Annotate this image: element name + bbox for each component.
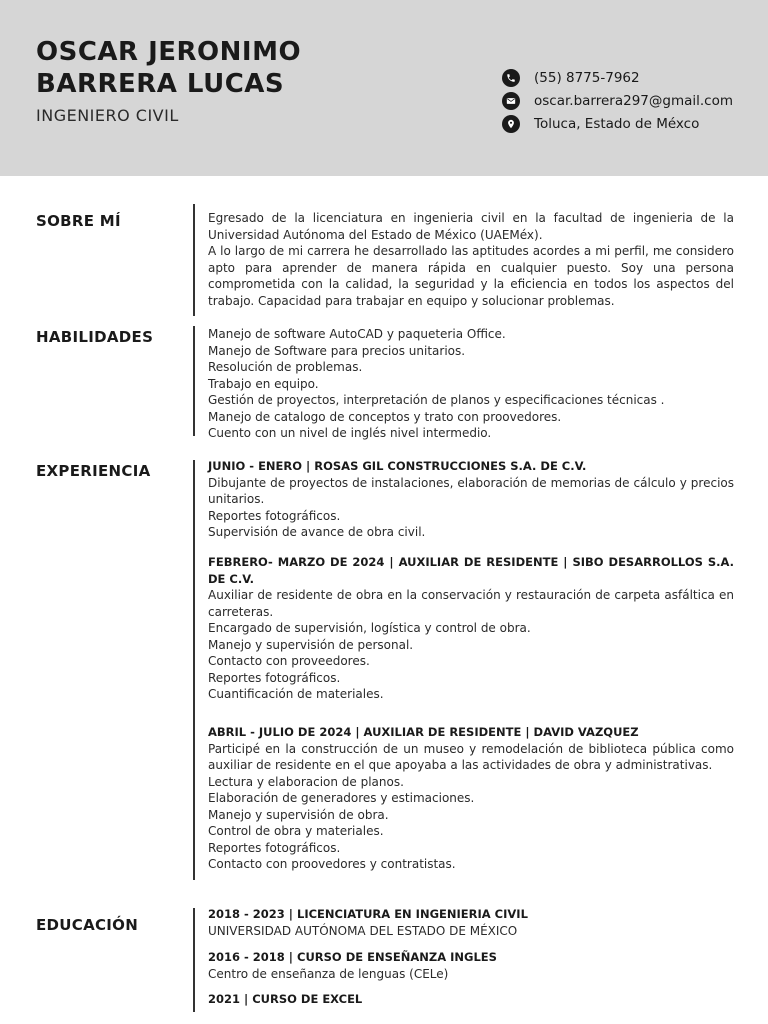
section-divider-education bbox=[193, 908, 195, 1012]
skill-item: Cuento con un nivel de inglés nivel intermedio. bbox=[208, 426, 492, 440]
job-task: Reportes fotográficos. bbox=[208, 508, 341, 523]
job-task: Manejo y supervisión de personal. bbox=[208, 637, 414, 652]
contact-phone bbox=[502, 66, 733, 89]
job-heading: FEBRERO- MARZO DE 2024 | AUXILIAR DE RESIDENTE | SIBO DESARROLLOS S.A. DE C.V. bbox=[208, 555, 734, 586]
job-task: Reportes fotográficos. bbox=[208, 840, 341, 855]
job-task: Control de obra y materiales. bbox=[208, 824, 384, 838]
job-task: Contacto con proveedores. bbox=[208, 654, 370, 668]
contact-location bbox=[502, 112, 733, 135]
section-divider-about bbox=[193, 204, 195, 316]
skill-item: Manejo de software AutoCAD y paqueteria Office. bbox=[208, 327, 506, 341]
job-task: Elaboración de generadores y estimaciones. bbox=[208, 791, 475, 805]
job-task: Lectura y elaboracion de planos. bbox=[208, 774, 404, 789]
name-line-2: BARRERA LUCAS bbox=[36, 69, 285, 99]
job-heading: ABRIL - JULIO DE 2024 | AUXILIAR DE RESIDENTE | DAVID VAZQUEZ bbox=[208, 725, 639, 739]
person-name bbox=[36, 36, 301, 100]
location-text: Toluca, Estado de Méxco bbox=[534, 115, 700, 132]
skill-item: Resolución de problemas. bbox=[208, 360, 363, 374]
education-entry-2 bbox=[208, 949, 734, 982]
job-task: Encargado de supervisión, logística y control de obra. bbox=[208, 621, 531, 635]
job-description: Participé en la construcción de un museo y remodelación de biblioteca pública como auxiliar de residente en el que apoyaba a las actividades de obra y administrativas. bbox=[208, 741, 734, 772]
education-entry-1 bbox=[208, 906, 734, 939]
job-task: Manejo y supervisión de obra. bbox=[208, 807, 389, 822]
job-heading: JUNIO - ENERO | ROSAS GIL CONSTRUCCIONES S.A. DE C.V. bbox=[208, 459, 587, 473]
job-task: Contacto con proovedores y contratistas. bbox=[208, 857, 456, 871]
section-heading-education: EDUCACIÓN bbox=[36, 916, 139, 934]
skill-item: Manejo de Software para precios unitarios. bbox=[208, 343, 466, 358]
about-paragraph-2: A lo largo de mi carrera he desarrollado las aptitudes acordes a mi perfil, me considero apto para aprender de manera rápida en cualquier puesto. Soy una persona comprometida con la calidad, la seguridad y la eficiencia en todos los aspectos del trabajo. Capacidad para trabajar en equipo y solucionar problemas. bbox=[208, 244, 734, 308]
education-institution: Centro de enseñanza de lenguas (CELe) bbox=[208, 966, 449, 981]
contact-email bbox=[502, 89, 733, 112]
header-banner bbox=[0, 0, 768, 176]
skills-list bbox=[208, 326, 734, 442]
section-heading-experience: EXPERIENCIA bbox=[36, 462, 151, 480]
education-heading: 2018 - 2023 | LICENCIATURA EN INGENIERIA CIVIL bbox=[208, 907, 528, 921]
about-body bbox=[208, 210, 734, 309]
section-divider-skills bbox=[193, 326, 195, 436]
about-paragraph-1: Egresado de la licenciatura en ingenieria civil en la facultad de ingenieria de la Universidad Autónoma del Estado de México (UAEMéx). bbox=[208, 211, 734, 242]
education-entry-3 bbox=[208, 991, 734, 1008]
email-address[interactable]: oscar.barrera297@gmail.com bbox=[534, 92, 734, 109]
skill-item: Manejo de catalogo de conceptos y trato con proovedores. bbox=[208, 409, 562, 424]
job-title: INGENIERO CIVIL bbox=[36, 106, 179, 125]
job-task: Supervisión de avance de obra civil. bbox=[208, 525, 426, 539]
section-heading-about: SOBRE MÍ bbox=[36, 212, 121, 230]
job-task: Reportes fotográficos. bbox=[208, 670, 341, 685]
section-heading-skills: HABILIDADES bbox=[36, 328, 154, 346]
phone-icon bbox=[502, 69, 520, 87]
name-line-1: OSCAR JERONIMO bbox=[36, 37, 302, 67]
job-description: Auxiliar de residente de obra en la conservación y restauración de carpeta asfáltica en carreteras. bbox=[208, 588, 734, 619]
envelope-icon bbox=[502, 92, 520, 110]
map-pin-icon bbox=[502, 115, 520, 133]
job-task: Cuantificación de materiales. bbox=[208, 687, 384, 701]
job-entry-1 bbox=[208, 458, 734, 541]
phone-number: (55) 8775-7962 bbox=[534, 69, 640, 86]
education-heading: 2016 - 2018 | CURSO DE ENSEÑANZA INGLES bbox=[208, 950, 497, 964]
education-heading: 2021 | CURSO DE EXCEL bbox=[208, 992, 363, 1006]
section-divider-experience bbox=[193, 460, 195, 880]
job-entry-3 bbox=[208, 724, 734, 873]
job-entry-2 bbox=[208, 554, 734, 703]
contact-info bbox=[502, 66, 733, 135]
job-description: Dibujante de proyectos de instalaciones, elaboración de memorias de cálculo y precios unitarios. bbox=[208, 475, 734, 506]
education-institution: UNIVERSIDAD AUTÓNOMA DEL ESTADO DE MÉXICO bbox=[208, 923, 518, 938]
skill-item: Gestión de proyectos, interpretación de planos y especificaciones técnicas . bbox=[208, 393, 665, 407]
skill-item: Trabajo en equipo. bbox=[208, 376, 319, 391]
